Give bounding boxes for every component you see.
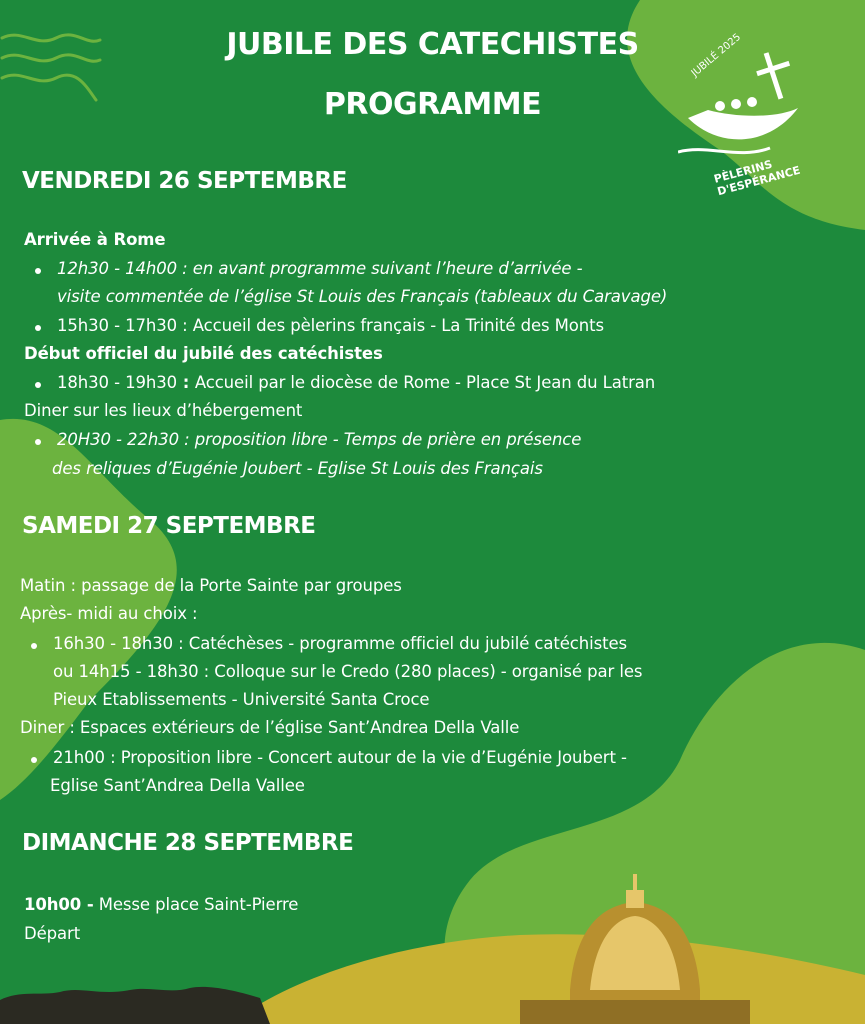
day1-subtitle-arrival: Arrivée à Rome [24, 230, 166, 249]
day3-departure: Départ [24, 924, 81, 943]
day2-item1-line1: 16h30 - 18h30 : Catéchèses - programme officiel du jubilé catéchistes [53, 634, 628, 653]
logo-top-text: JUBILÉ 2025 [689, 31, 744, 80]
day2-item1-line3: Pieux Etablissements - Université Santa Croce [53, 690, 430, 709]
day2-item2-line2: Eglise Sant’Andrea Della Vallee [50, 776, 305, 795]
bullet [35, 382, 41, 388]
day2-morning: Matin : passage de la Porte Sainte par groupes [20, 576, 402, 595]
day1-item1-line2: visite commentée de l’église St Louis des Français (tableaux du Caravage) [57, 287, 668, 306]
page-title-line2: PROGRAMME [323, 87, 542, 122]
day1-item1-line1: 12h30 - 14h00 : en avant programme suivant l’heure d’arrivée - [57, 259, 583, 278]
bullet [35, 439, 41, 445]
day3-heading: DIMANCHE 28 SEPTEMBRE [22, 830, 354, 856]
day1-item4-line1: 20H30 - 22h30 : proposition libre - Temps de prière en présence [57, 430, 582, 449]
page-title-line1: JUBILE DES CATECHISTES [226, 27, 639, 62]
bullet [31, 757, 37, 763]
day2-diner: Diner : Espaces extérieurs de l’église Sant’Andrea Della Valle [20, 718, 520, 737]
day1-item4-line2: des reliques d’Eugénie Joubert - Eglise St Louis des Français [52, 459, 543, 478]
day2-item1-line2: ou 14h15 - 18h30 : Colloque sur le Credo (280 places) - organisé par les [53, 662, 643, 681]
day1-subtitle-opening: Début officiel du jubilé des catéchistes [24, 344, 383, 363]
day3-mass: 10h00 - Messe place Saint-Pierre [24, 895, 299, 914]
day1-diner: Diner sur les lieux d’hébergement [24, 401, 303, 420]
day2-item2-line1: 21h00 : Proposition libre - Concert autour de la vie d’Eugénie Joubert - [53, 748, 627, 767]
day2-afternoon: Après- midi au choix : [20, 604, 198, 623]
day1-item3: 18h30 - 19h30 : Accueil par le diocèse de Rome - Place St Jean du Latran [57, 373, 656, 392]
day2-heading: SAMEDI 27 SEPTEMBRE [22, 513, 316, 539]
rome-skyline [0, 987, 270, 1024]
day1-item2: 15h30 - 17h30 : Accueil des pèlerins français - La Trinité des Monts [57, 316, 605, 335]
jubilee-logo [678, 31, 828, 199]
bullet [31, 643, 37, 649]
day1-heading: VENDREDI 26 SEPTEMBRE [22, 168, 347, 194]
logo-bottom-text: PÈLERINS D'ESPÉRANCE [712, 157, 802, 199]
bullet [35, 325, 41, 331]
bullet [35, 268, 41, 274]
